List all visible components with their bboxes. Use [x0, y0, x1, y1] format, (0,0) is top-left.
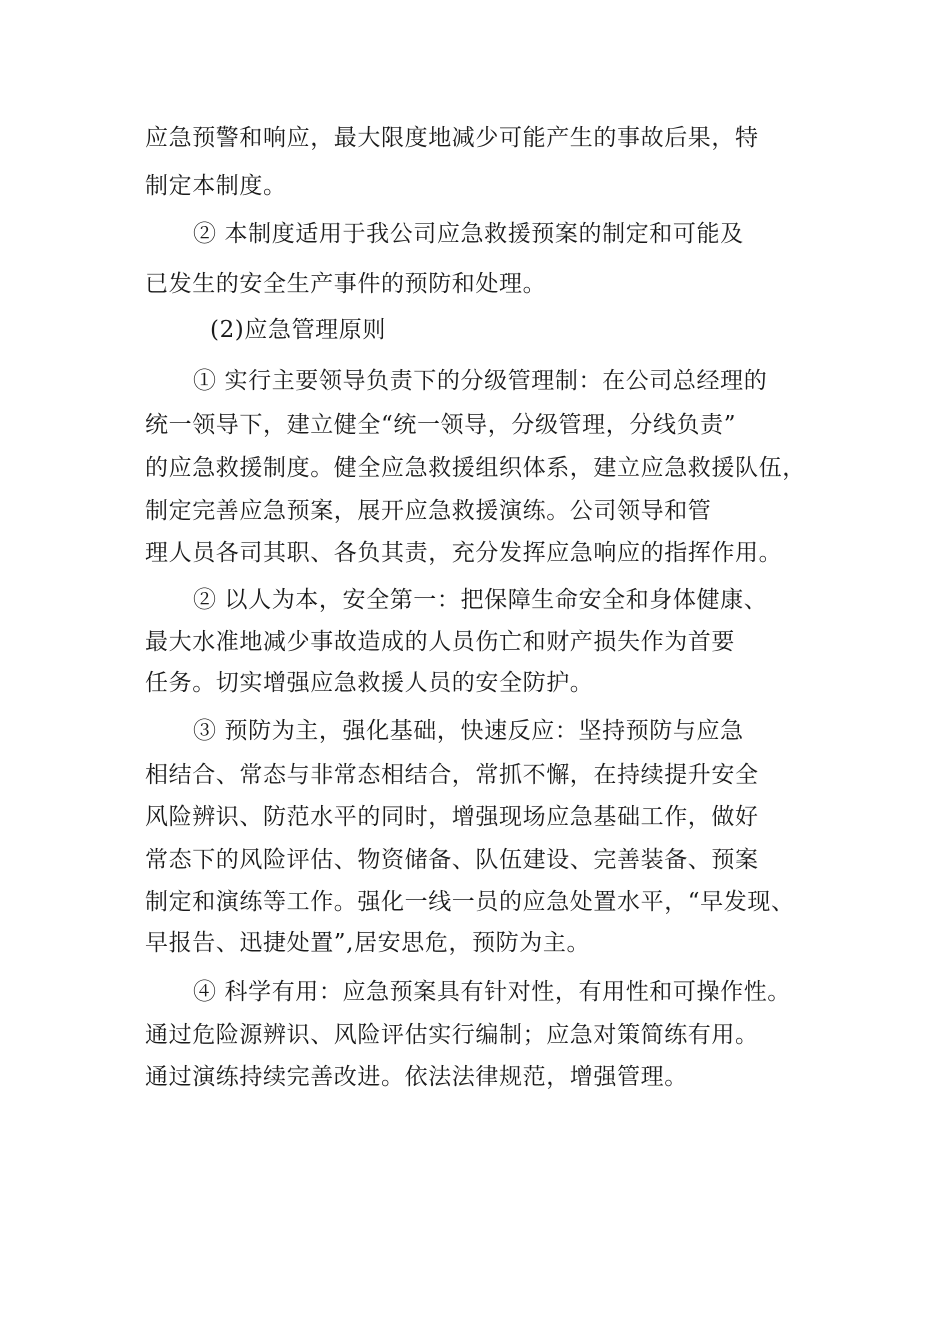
text-line: 任务。切实增强应急救援人员的安全防护。 — [145, 670, 594, 696]
text-line: 制定完善应急预案，展开应急救援演练。公司领导和管 — [145, 498, 712, 524]
section-heading: (2)应急管理原则 — [210, 317, 386, 343]
text-line: 常态下的风险评估、物资储备、队伍建设、完善装备、预案 — [145, 847, 759, 873]
text-line: ③ 预防为主，强化基础，快速反应：坚持预防与应急 — [193, 718, 744, 744]
text-line: 统一领导下，建立健全“统一领导，分级管理，分线负责” — [145, 412, 737, 438]
text-line: 制定本制度。 — [145, 173, 287, 199]
text-line: 通过演练持续完善改进。依法法律规范，增强管理。 — [145, 1064, 688, 1090]
text-line: 早报告、迅捷处置”,居安思危，预防为主。 — [145, 930, 591, 956]
text-line: ② 本制度适用于我公司应急救援预案的制定和可能及 — [193, 221, 744, 247]
text-line: 最大水准地减少事故造成的人员伤亡和财产损失作为首要 — [145, 629, 735, 655]
text-line: 的应急救援制度。健全应急救援组织体系，建立应急救援队伍， — [145, 455, 806, 481]
text-line: 通过危险源辨识、风险评估实行编制；应急对策简练有用。 — [145, 1022, 759, 1048]
text-line: 应急预警和响应，最大限度地减少可能产生的事故后果，特 — [145, 125, 759, 151]
text-line: ② 以人为本，安全第一：把保障生命安全和身体健康、 — [193, 587, 768, 613]
text-line: 风险辨识、防范水平的同时，增强现场应急基础工作，做好 — [145, 804, 759, 830]
text-line: 相结合、常态与非常态相结合，常抓不懈，在持续提升安全 — [145, 762, 759, 788]
text-line: 理人员各司其职、各负其责，充分发挥应急响应的指挥作用。 — [145, 540, 783, 566]
text-line: ① 实行主要领导负责下的分级管理制：在公司总经理的 — [193, 368, 768, 394]
text-line: 制定和演练等工作。强化一线一员的应急处置水平，“早发现、 — [145, 889, 795, 915]
text-line: 已发生的安全生产事件的预防和处理。 — [145, 271, 547, 297]
text-line: ④ 科学有用：应急预案具有针对性，有用性和可操作性。 — [193, 979, 791, 1005]
